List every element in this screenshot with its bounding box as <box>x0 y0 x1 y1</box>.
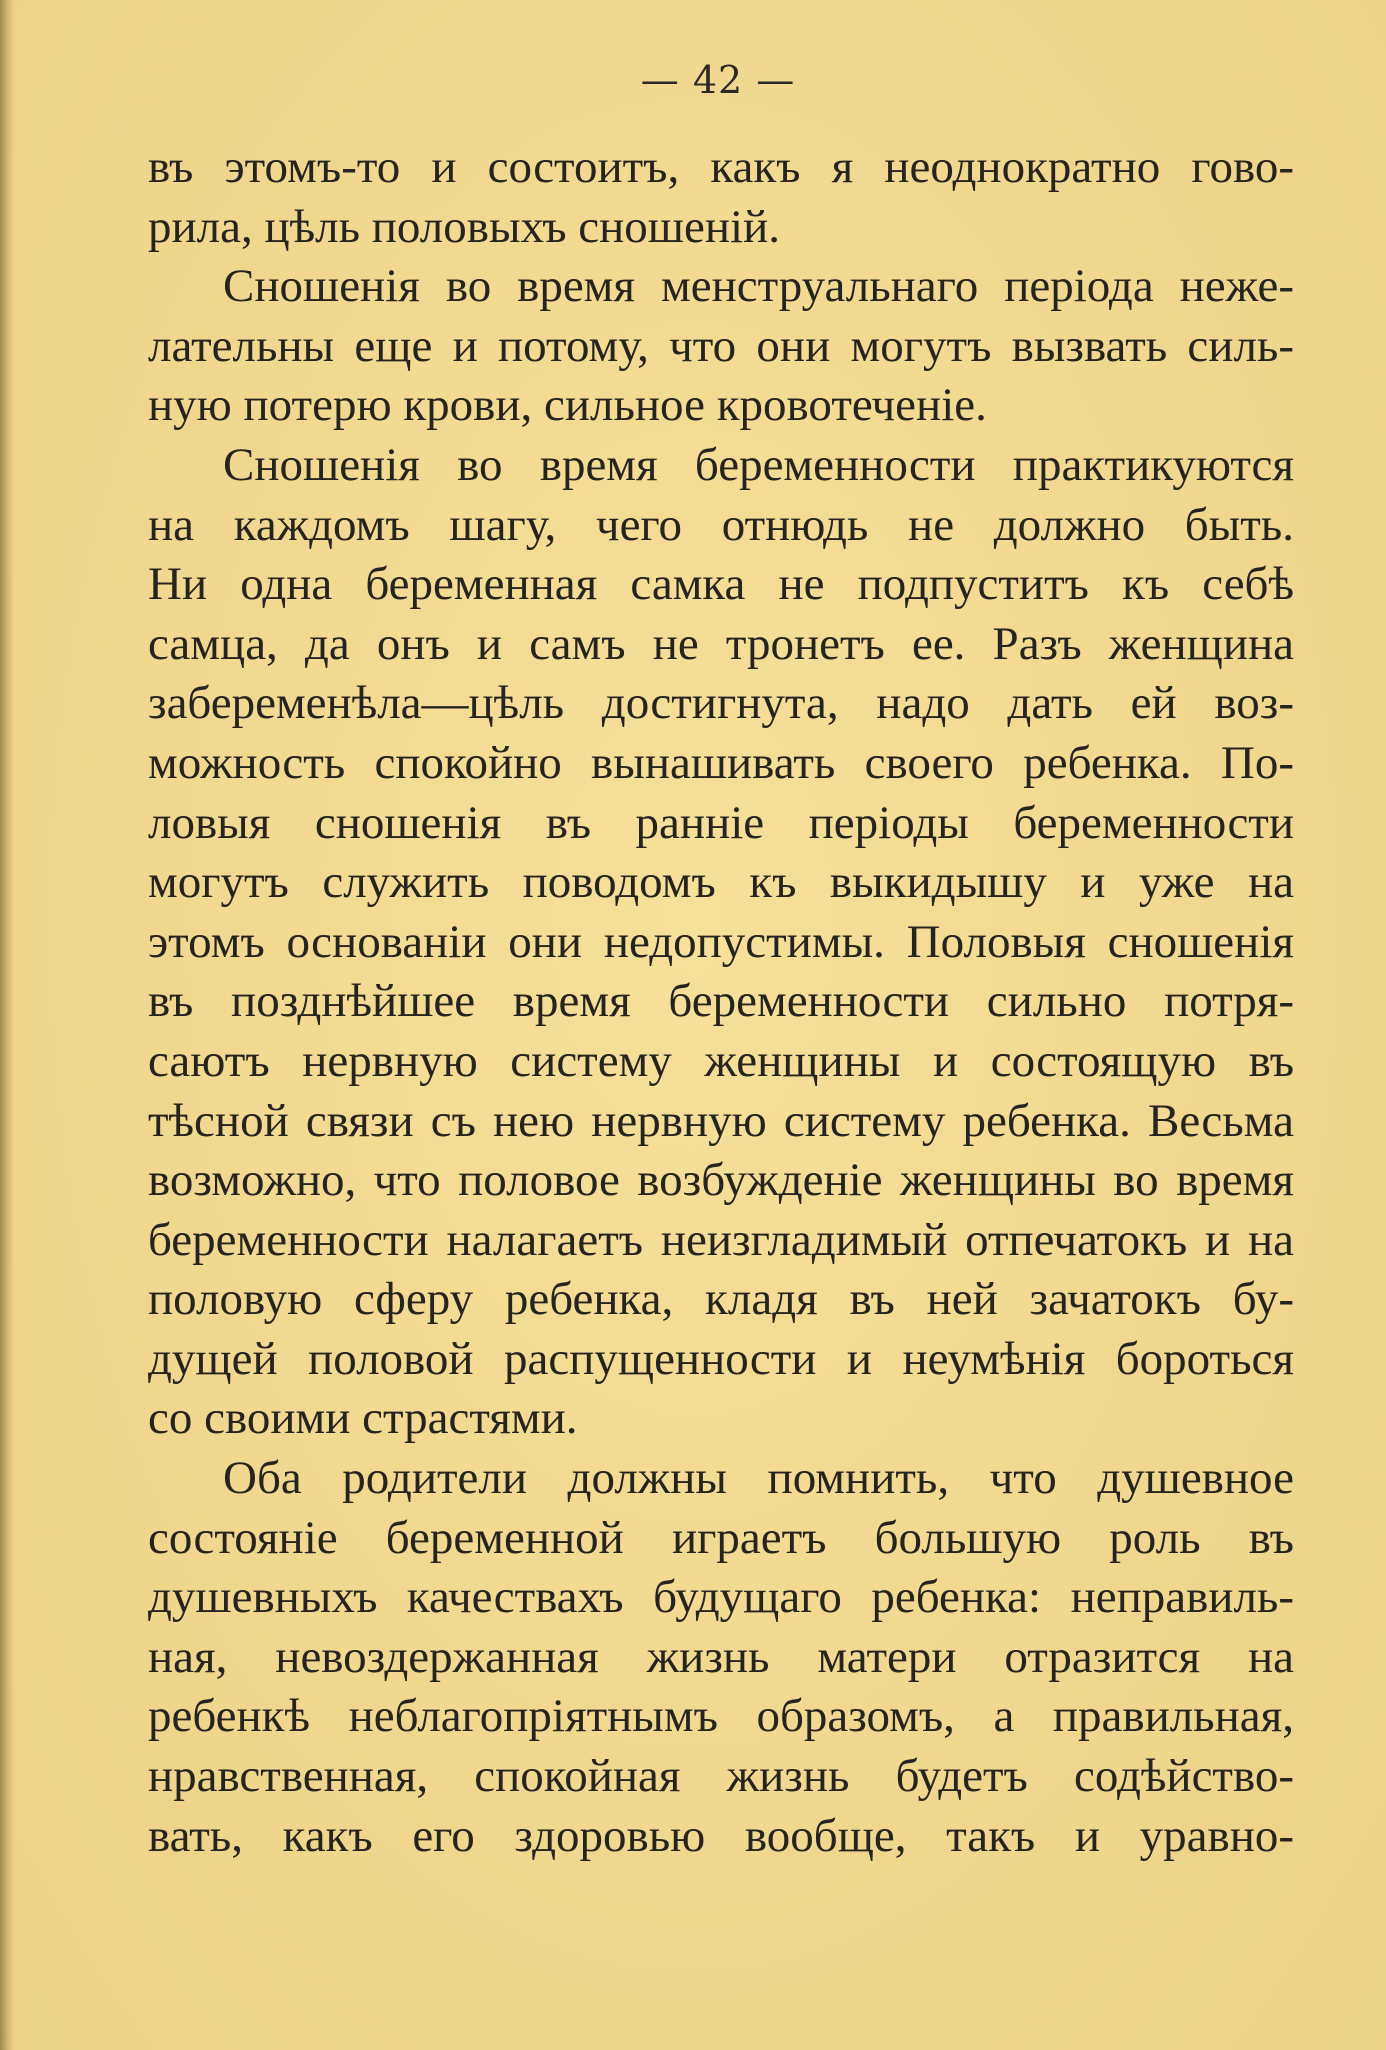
text-line: дущей половой распущенности и неумѣнія бороться <box>148 1332 1294 1385</box>
text-line: рила, цѣль половыхъ сношеній. <box>148 200 780 253</box>
text-line: ребенкѣ неблагопріятнымъ образомъ, а правильная, <box>148 1690 1294 1743</box>
text-line: забеременѣла—цѣль достигнута, надо дать ей воз- <box>148 677 1294 730</box>
paragraph-first-line: Сношенія во время менструальнаго періода неже- <box>223 260 1294 313</box>
text-line: тѣсной связи съ нею нервную систему ребенка. Весьма <box>148 1094 1294 1147</box>
page-number: — 42 — <box>640 58 796 102</box>
text-line: этомъ основаніи они недопустимы. Половыя сношенія <box>148 915 1294 968</box>
text-line: состояніе беременной играетъ большую роль въ <box>148 1511 1294 1564</box>
page-binding-edge <box>0 0 14 2050</box>
text-line: ловыя сношенія въ ранніе періоды беременности <box>148 796 1294 849</box>
text-line: Ни одна беременная самка не подпуститъ къ себѣ <box>148 558 1294 611</box>
text-line: со своими страстями. <box>148 1392 578 1445</box>
text-line: лательны еще и потому, что они могутъ вызвать силь- <box>148 319 1294 372</box>
body-text <box>148 138 1294 1866</box>
text-line: ную потерю крови, сильное кровотеченіе. <box>148 379 987 432</box>
text-line: вать, какъ его здоровью вообще, такъ и уравно- <box>148 1809 1294 1862</box>
text-line: возможно, что половое возбужденіе женщины во время <box>148 1154 1294 1207</box>
text-line: самца, да онъ и самъ не тронетъ ее. Разъ женщина <box>148 617 1294 670</box>
text-line: саютъ нервную систему женщины и состоящую въ <box>148 1034 1294 1087</box>
text-line: въ этомъ-то и состоитъ, какъ я неоднократно гово- <box>148 141 1294 193</box>
paragraph-first-line: Оба родители должны помнить, что душевное <box>223 1452 1294 1505</box>
text-line: нравственная, спокойная жизнь будетъ содѣйство- <box>148 1750 1294 1803</box>
text-line: могутъ служить поводомъ къ выкидышу и уже на <box>148 856 1294 909</box>
text-line: беременности налагаетъ неизгладимый отпечатокъ и на <box>148 1213 1294 1266</box>
text-line: ная, невоздержанная жизнь матери отразится на <box>148 1630 1294 1683</box>
text-line: половую сферу ребенка, кладя въ ней зачатокъ бу- <box>148 1273 1294 1326</box>
text-line: можность спокойно вынашивать своего ребенка. По- <box>148 736 1294 789</box>
text-line: на каждомъ шагу, чего отнюдь не должно быть. <box>148 498 1294 551</box>
text-line: душевныхъ качествахъ будущаго ребенка: неправиль- <box>148 1571 1294 1624</box>
paragraph-first-line: Сношенія во время беременности практикуются <box>223 438 1294 491</box>
text-line: въ позднѣйшее время беременности сильно потря- <box>148 975 1294 1028</box>
